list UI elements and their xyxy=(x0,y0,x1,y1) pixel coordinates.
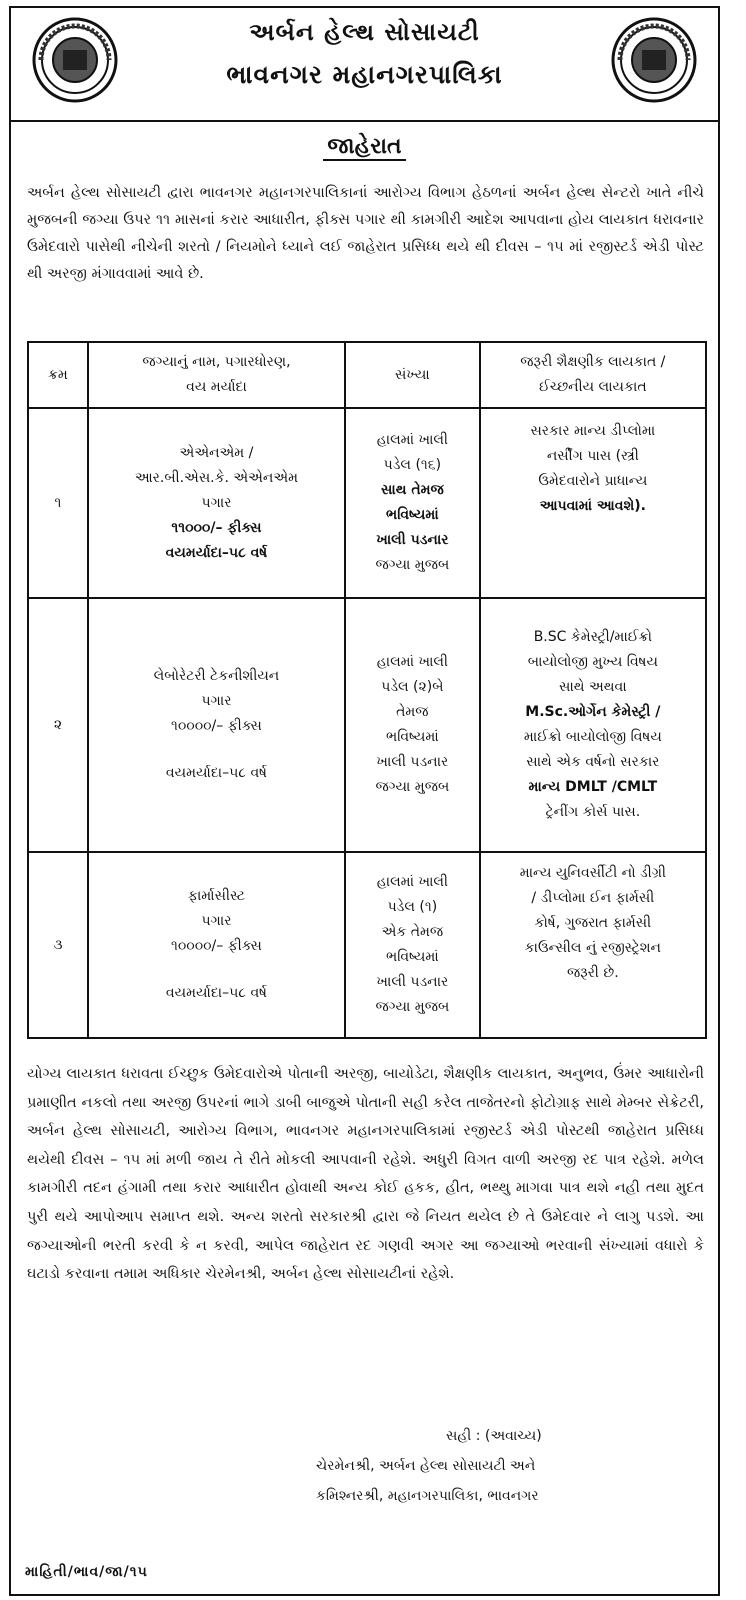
row-no: ૨ xyxy=(28,598,88,852)
row-post: લેબોરેટરી ટેકનીશીયન પગાર ૧૦૦૦૦/– ફીક્સ વયમર્યાદા–૫૮ વર્ષ xyxy=(88,598,345,852)
row-count: હાલમાં ખાલી પડેલ (૧) એક તેમજ ભવિષ્યમાં ખાલી પડનાર જગ્યા મુજબ xyxy=(345,852,480,1038)
signatory-commissioner: કમિશ્નરશ્રી, મહાનગરપાલિકા, ભાવનગર xyxy=(316,1488,539,1504)
row-post: ફાર્માસીસ્ટ પગાર ૧૦૦૦૦/– ફીક્સ વયમર્યાદા–૫૮ વર્ષ xyxy=(88,852,345,1038)
row-no: ૧ xyxy=(28,408,88,598)
header xyxy=(11,8,718,122)
table-row xyxy=(28,408,706,598)
advertisement-frame xyxy=(9,6,720,1596)
signature-line: સહી : (અવાચ્ય) xyxy=(446,1428,542,1444)
reference-number: માહિતી/ભાવ/જા/૧૫ xyxy=(25,1564,148,1580)
row-post: એએનએમ / આર.બી.એસ.કે. એએનએમ પગાર ૧૧૦૦૦/– ફીક્સ વયમર્યાદા–૫૮ વર્ષ xyxy=(88,408,345,598)
row-no: ૩ xyxy=(28,852,88,1038)
row-count: હાલમાં ખાલી પડેલ (૨)બે તેમજ ભવિષ્યમાં ખાલી પડનાર જગ્યા મુજબ xyxy=(345,598,480,852)
row-count: હાલમાં ખાલી પડેલ (૧૬) સાથ તેમજ ભવિષ્યમાં ખાલી પડનાર જગ્યા મુજબ xyxy=(345,408,480,598)
org-municipality: ભાવનગર મહાનગરપાલિકા xyxy=(226,60,503,89)
table-header-row xyxy=(28,342,706,408)
row-qualification: માન્ય યુનિવર્સીટી નો ડીગ્રી / ડીપ્લોમા ઈન ફાર્મસી કોર્ષ, ગુજરાત ફાર્મસી કાઉન્સીલ નું રજીસ્ટ્રેશન જરૂરી છે. xyxy=(480,852,706,1038)
header-qualification: જરૂરી શૈક્ષણીક લાયકાત / ઈચ્છનીય લાયકાત xyxy=(480,342,706,408)
header-post: જગ્યાનું નામ, પગારધોરણ, વય મર્યાદા xyxy=(88,342,345,408)
table-row xyxy=(28,852,706,1038)
row-qualification: B.SC કેમેસ્ટ્રી/માઈક્રો બાયોલોજી મુખ્ય વિષય સાથે અથવા M.Sc.ઓર્ગેન કેમેસ્ટ્રી / માઈક્રો બાયોલોજી વિષય સાથે એક વર્ષનો સરકાર માન્ય DMLT /CMLT ટ્રેનીંગ કોર્સ પાસ. xyxy=(480,598,706,852)
row-qualification: સરકાર માન્ય ડીપ્લોમા નર્સીંગ પાસ (સ્ત્રી ઉમેદવારોને પ્રાધાન્ય આપવામાં આવશે). xyxy=(480,408,706,598)
terms-paragraph: યોગ્ય લાયકાત ધરાવતા ઈચ્છુક ઉમેદવારોએ પોતાની અરજી, બાયોડેટા, શૈક્ષણીક લાયકાત, અનુભવ, ઉંમર આધારોની પ્રમાણીત નકલો તથા અરજી ઉપરનાં ભાગે ડાબી બાજુએ પોતાની સહી કરેલ તાજેતરનો ફોટોગ્રાફ સાથે મેમ્બર સેક્રેટરી, અર્બન હેલ્થ સોસાયટી, આરોગ્ય વિભાગ, ભાવનગર મહાનગરપાલિકામાં રજીસ્ટર્ડ એડી પોસ્ટથી જાહેરાત પ્રસિધ્ધ થયેથી દીવસ – ૧૫ માં મળી જાય તે રીતે મોકલી આપવાની રહેશે. અધુરી વિગત વાળી અરજી રદ પાત્ર રહેશે. મળેલ કામગીરી તદન હંગામી તથા કરાર આધારીત હોવાથી અન્ય કોઈ હકક, હીત, ભથ્થુ માગવા પાત્ર થશે નહી તથા મુદત પુરી થયે આપોઆપ સમાપ્ત થશે. અન્ય શરતો સરકારશ્રી દ્વારા જે નિયત થયેલ છે તે ઉમેદવાર ને લાગુ પડશે. આ જગ્યાઓની ભરતી કરવી કે ન કરવી, આપેલ જાહેરાત રદ ગણવી અગર આ જગ્યાઓ ભરવાની સંખ્યામાં વધારો કે ઘટાડો કરવાના તમામ અધિકાર ચેરમેનશ્રી, અર્બન હેલ્થ સોસાયટીનાં રહેશે. xyxy=(27,1066,704,1283)
org-name: અર્બન હેલ્થ સોસાયટી xyxy=(249,18,480,46)
header-no: ક્રમ xyxy=(28,342,88,408)
header-count: સંખ્યા xyxy=(345,342,480,408)
posts-table xyxy=(27,341,707,1039)
signature-block xyxy=(316,1421,542,1511)
page-title: જાહેરાત xyxy=(11,134,718,159)
intro-paragraph: અર્બન હેલ્થ સોસાયટી દ્વારા ભાવનગર મહાનગરપાલિકાનાં આરોગ્ય વિભાગ હેઠળનાં અર્બન હેલ્થ સેન્ટરો ખાતે નીચે મુજબની જગ્યા ઉપર ૧૧ માસનાં કરાર આધારીત, ફીક્સ પગાર થી કામગીરી આદેશ આપવાના હોય લાયકાત ધરાવનાર ઉમેદવારો પાસેથી નીચેની શરતો / નિયમોને ધ્યાને લઈ જાહેરાત પ્રસિધ્ધ થયે થી દીવસ – ૧૫ માં રજીસ્ટર્ડ એડી પોસ્ટ થી અરજી મંગાવવામાં આવે છે. xyxy=(27,185,704,282)
table-row xyxy=(28,598,706,852)
signatory-chairman: ચેરમેનશ્રી, અર્બન હેલ્થ સોસાયટી અને xyxy=(316,1458,536,1474)
